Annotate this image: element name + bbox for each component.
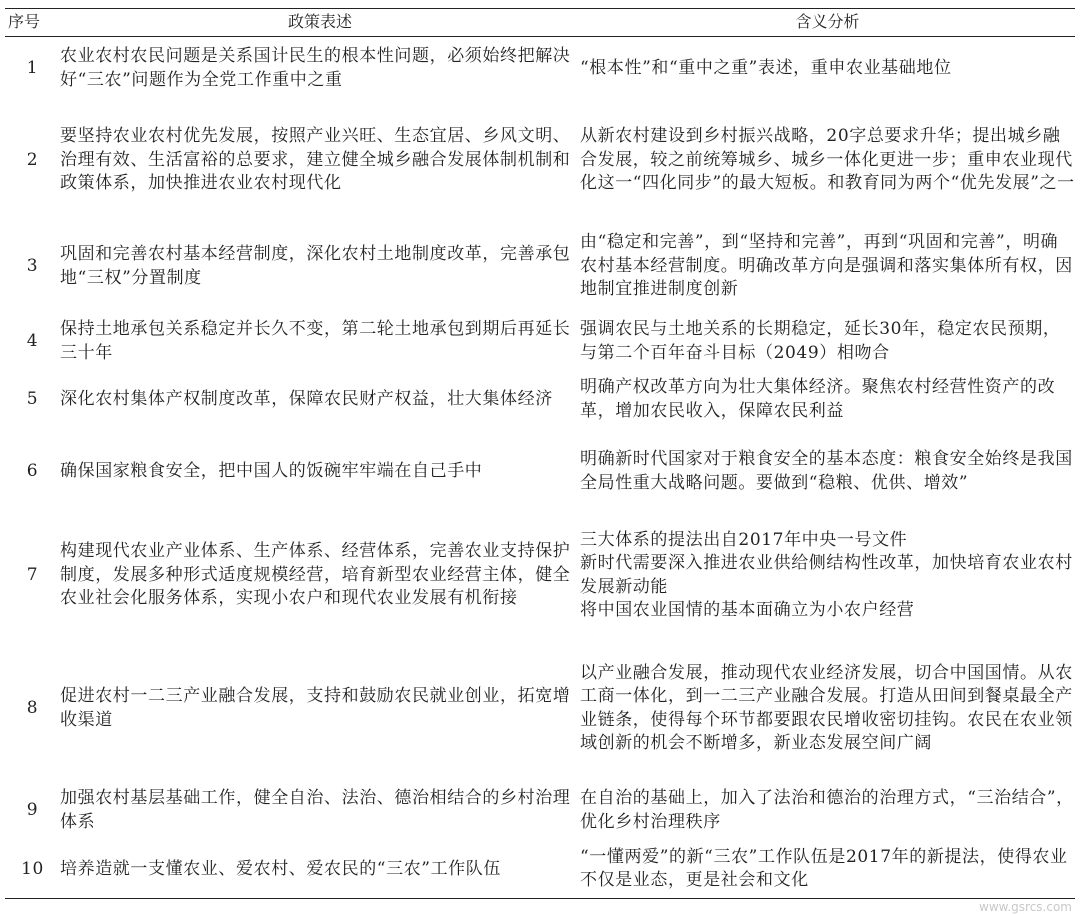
policy-text: 培养造就一支懂农业、爱农村、爱农民的“三农”工作队伍 <box>60 841 580 899</box>
table-header <box>5 9 1075 37</box>
row-number: 2 <box>26 149 39 170</box>
meaning-text: 以产业融合发展，推动现代农业经济发展，切合中国国情。从农工商一体化，到一二三产业融合发展。打造从田间到餐桌最全产业链条，使得每个环节都要跟农民增收密切挂钩。农民在农业领域创新的机会不断增多，新业态发展空间广阔 <box>580 662 1073 753</box>
header-no: 序号 <box>5 9 60 37</box>
meaning-line: 将中国农业国情的基本面确立为小农户经营 <box>580 600 915 620</box>
policy-text: 深化农村集体产权制度改革，保障农民财产权益，壮大集体经济 <box>60 388 553 409</box>
table-row <box>5 101 1075 221</box>
meaning-text: 由“稳定和完善”，到“坚持和完善”，再到“巩固和完善”，明确农村基本经营制度。明确改革方向是强调和落实集体所有权，因地制宜推进制度创新 <box>580 232 1073 300</box>
meaning-text: 明确产权改革方向为壮大集体经济。聚焦农村经营性资产的改革，增加农民收入，保障农民利益 <box>580 377 1056 421</box>
meaning-text: 明确新时代国家对于粮食安全的基本态度：粮食安全始终是我国全局性重大战略问题。要做到“稳粮、优供、增效” <box>580 449 1073 493</box>
policy-table <box>5 8 1075 899</box>
table-row <box>5 429 1075 515</box>
table-row <box>5 781 1075 841</box>
table-body <box>5 37 1075 899</box>
policy-text: 巩固和完善农村基本经营制度，深化农村土地制度改革，完善承包地“三权”分置制度 <box>60 244 571 288</box>
row-number: 6 <box>26 460 39 481</box>
policy-text: 促进农村一二三产业融合发展，支持和鼓励农民就业创业，拓宽增收渠道 <box>60 686 571 730</box>
row-number: 5 <box>26 388 39 409</box>
table-row <box>5 221 1075 313</box>
meaning-text: “根本性”和“重中之重”表述，重申农业基础地位 <box>580 58 952 78</box>
table-row <box>5 637 1075 781</box>
meaning-text: 强调农民与土地关系的长期稳定，延长30年，稳定农民预期，与第二个百年奋斗目标（2049）相吻合 <box>580 319 1061 363</box>
policy-text: 保持土地承包关系稳定并长久不变，第二轮土地承包到期后再延长三十年 <box>60 319 571 363</box>
watermark: www.gsrcs.com <box>979 900 1072 914</box>
table-row <box>5 371 1075 429</box>
meaning-line: 三大体系的提法出自2017年中央一号文件 <box>580 529 908 550</box>
policy-text: 加强农村基层基础工作，健全自治、法治、德治相结合的乡村治理体系 <box>60 788 571 832</box>
meaning-text: 在自治的基础上，加入了法治和德治的治理方式，“三治结合”，优化乡村治理秩序 <box>580 788 1074 832</box>
table-row <box>5 841 1075 899</box>
row-number: 7 <box>26 564 39 585</box>
table-row <box>5 515 1075 637</box>
row-number: 8 <box>26 697 39 718</box>
meaning-text: 从新农村建设到乡村振兴战略，20字总要求升华；提出城乡融合发展，较之前统筹城乡、城乡一体化更进一步；重申农业现代化这一“四化同步”的最大短板。和教育同为两个“优先发展”之一 <box>580 126 1075 194</box>
table-row <box>5 313 1075 371</box>
policy-text: 要坚持农业农村优先发展，按照产业兴旺、生态宜居、乡风文明、治理有效、生活富裕的总要求，建立健全城乡融合发展体制机制和政策体系，加快推进农业农村现代化 <box>60 126 571 194</box>
meaning-cell <box>580 515 1075 637</box>
header-meaning: 含义分析 <box>580 9 1075 37</box>
header-row <box>5 9 1075 37</box>
meaning-text: “一懂两爱”的新“三农”工作队伍是2017年的新提法，使得农业不仅是业态，更是社会和文化 <box>580 841 1075 899</box>
policy-text: 农业农村农民问题是关系国计民生的根本性问题，必须始终把解决好“三农”问题作为全党工作重中之重 <box>60 46 571 90</box>
row-number: 10 <box>5 841 60 899</box>
policy-text: 确保国家粮食安全，把中国人的饭碗牢牢端在自己手中 <box>60 460 483 481</box>
meaning-line: 新时代需要深入推进农业供给侧结构性改革，加快培育农业农村发展新动能 <box>580 553 1073 597</box>
header-policy: 政策表述 <box>60 9 580 37</box>
row-number: 1 <box>26 58 39 78</box>
row-number: 3 <box>26 255 39 276</box>
policy-text: 构建现代农业产业体系、生产体系、经营体系，完善农业支持保护制度，发展多种形式适度规模经营，培育新型农业经营主体，健全农业社会化服务体系，实现小农户和现代农业发展有机衔接 <box>60 541 571 609</box>
row-number: 4 <box>26 330 39 351</box>
row-number: 9 <box>26 799 39 820</box>
table-row <box>5 37 1075 101</box>
